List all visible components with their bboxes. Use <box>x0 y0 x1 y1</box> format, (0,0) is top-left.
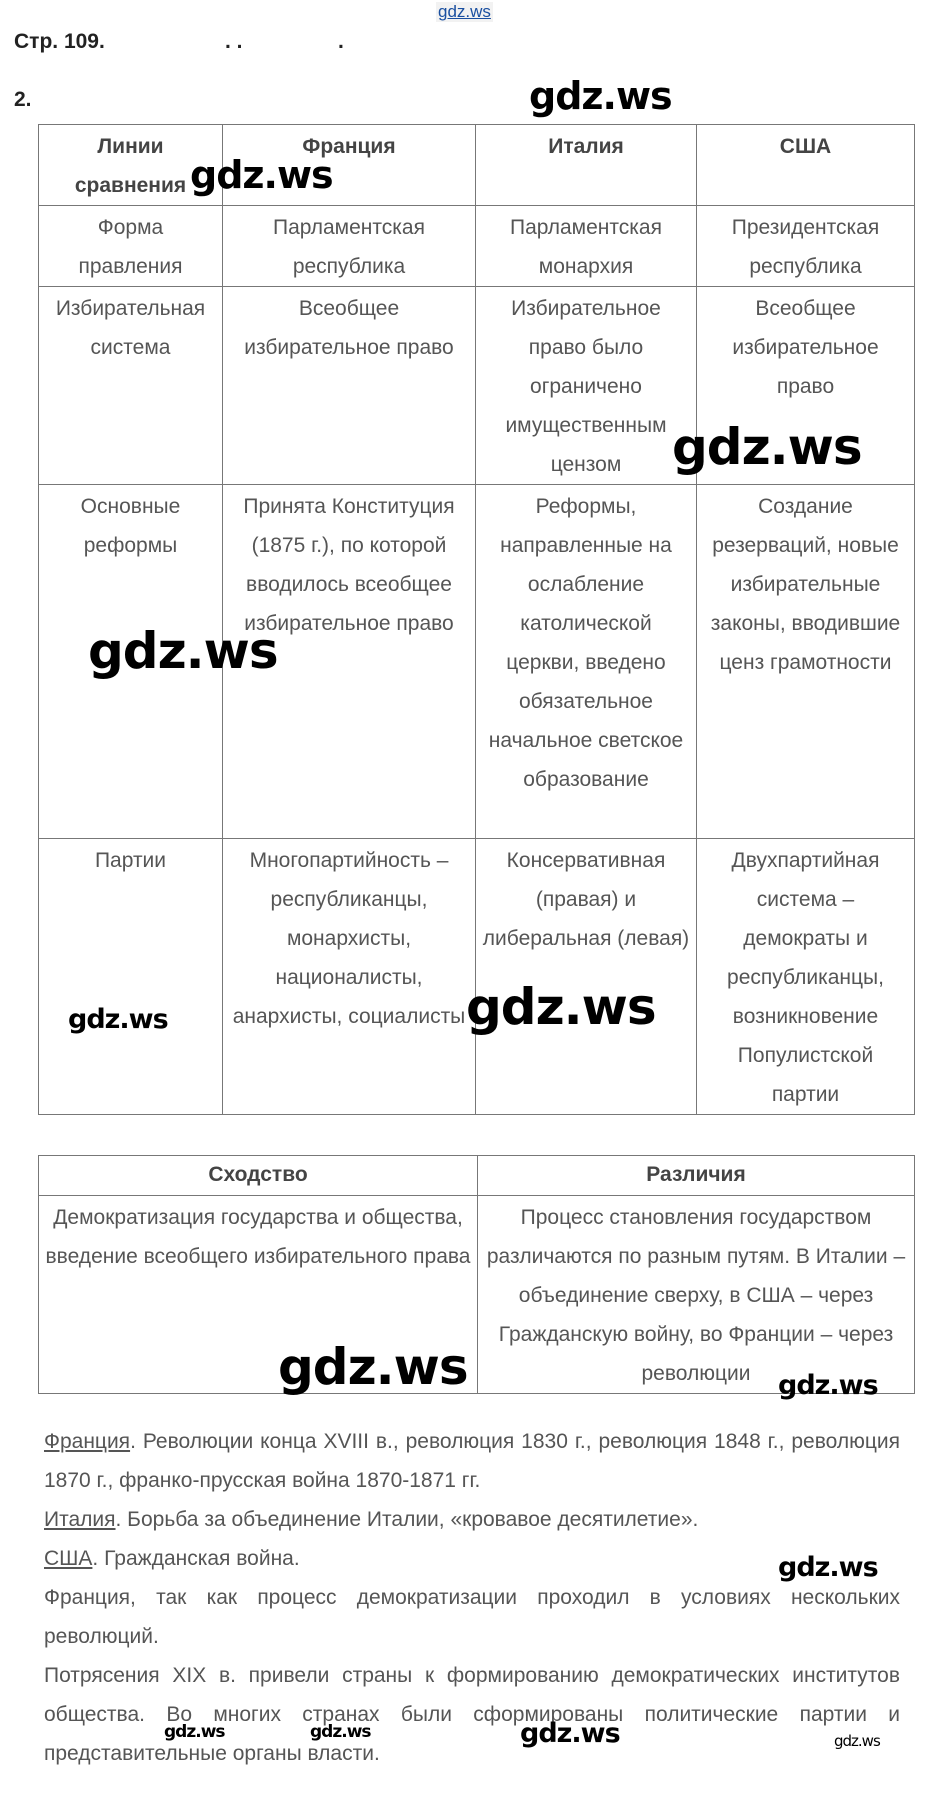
header-similarity: Сходство <box>39 1156 478 1196</box>
page-number: Стр. 109. <box>14 30 105 53</box>
task-number: 2. <box>14 88 32 111</box>
watermark: gdz.ws <box>164 1722 225 1742</box>
site-link[interactable]: gdz.ws <box>438 2 491 21</box>
answer-france <box>44 1422 900 1500</box>
watermark: gdz.ws <box>529 74 672 118</box>
table-header-row <box>39 1156 915 1196</box>
answer-final: Потрясения XIX в. привели страны к формированию демократических институтов общества. Во многих странах были сформированы политические партии и представительные органы власти. <box>44 1664 900 1765</box>
table-cell: Избирательное право было ограничено имущественным цензом <box>476 287 697 485</box>
table-cell: Парламентская республика <box>223 206 476 287</box>
table-cell: Всеобщее избирательное право <box>223 287 476 485</box>
answer-text: . Борьба за объединение Италии, «кровавое десятилетие». <box>115 1508 699 1531</box>
table-cell: Принята Конституция (1875 г.), по которой вводилось всеобщее избирательное право <box>223 485 476 839</box>
watermark: gdz.ws <box>68 1004 168 1035</box>
table-row <box>39 1196 915 1394</box>
header-differences: Различия <box>478 1156 915 1196</box>
answer-text: . Революции конца XVIII в., революция 1830 г., революция 1848 г., революция 1870 г., франко-прусская война 1870-1871 гг. <box>44 1430 900 1492</box>
answer-label: Франция <box>44 1430 131 1453</box>
similarity-differences-table <box>38 1155 915 1394</box>
header-dots: . . <box>225 30 243 53</box>
header-criteria: Линии сравнения <box>39 125 223 206</box>
watermark: gdz.ws <box>466 978 656 1036</box>
answer-text: . Гражданская война. <box>92 1547 300 1570</box>
table-cell: Парламентская монархия <box>476 206 697 287</box>
table-cell: Партии <box>39 839 223 1115</box>
header-usa: США <box>697 125 915 206</box>
table-cell: Многопартийность – республиканцы, монархисты, националисты, анархисты, социалисты <box>223 839 476 1115</box>
table-cell: Процесс становления государством различаются по разным путям. В Италии – объединение сверху, в США – через Гражданскую войну, во Франции – через революции <box>478 1196 915 1394</box>
header-italy: Италия <box>476 125 697 206</box>
answer-conclusion: Франция, так как процесс демократизации проходил в условиях нескольких революций. <box>44 1586 900 1648</box>
watermark: gdz.ws <box>88 622 278 680</box>
answer-label: США <box>44 1547 93 1570</box>
table-cell: Двухпартийная система – демократы и республиканцы, возникновение Популистской партии <box>697 839 915 1115</box>
table-row <box>39 206 915 287</box>
answer-usa <box>44 1539 900 1578</box>
table-row <box>39 839 915 1115</box>
watermark: gdz.ws <box>672 418 862 476</box>
watermark: gdz.ws <box>278 1338 468 1396</box>
table-cell: Всеобщее избирательное право <box>697 287 915 485</box>
watermark: gdz.ws <box>190 153 333 197</box>
header-france: Франция <box>223 125 476 206</box>
table-cell: Демократизация государства и общества, введение всеобщего избирательного права <box>39 1196 478 1394</box>
table-cell: Реформы, направленные на ослабление католической церкви, введено обязательное начальное светское образование <box>476 485 697 839</box>
table-cell: Создание резерваций, новые избирательные законы, вводившие ценз грамотности <box>697 485 915 839</box>
watermark: gdz.ws <box>778 1552 878 1583</box>
table-cell: Консервативная (правая) и либеральная (левая) <box>476 839 697 1115</box>
table-cell: Избирательная система <box>39 287 223 485</box>
watermark: gdz.ws <box>834 1732 880 1750</box>
answer-label: Италия <box>44 1508 116 1531</box>
watermark: gdz.ws <box>778 1370 878 1401</box>
table-cell: Форма правления <box>39 206 223 287</box>
table-cell: Основные реформы <box>39 485 223 839</box>
watermark: gdz.ws <box>520 1718 620 1749</box>
header-dot: . <box>338 30 344 53</box>
watermark: gdz.ws <box>310 1722 371 1742</box>
table-header-row <box>39 125 915 206</box>
comparison-table <box>38 124 915 1115</box>
table-cell: Президентская республика <box>697 206 915 287</box>
answer-italy <box>44 1500 900 1539</box>
